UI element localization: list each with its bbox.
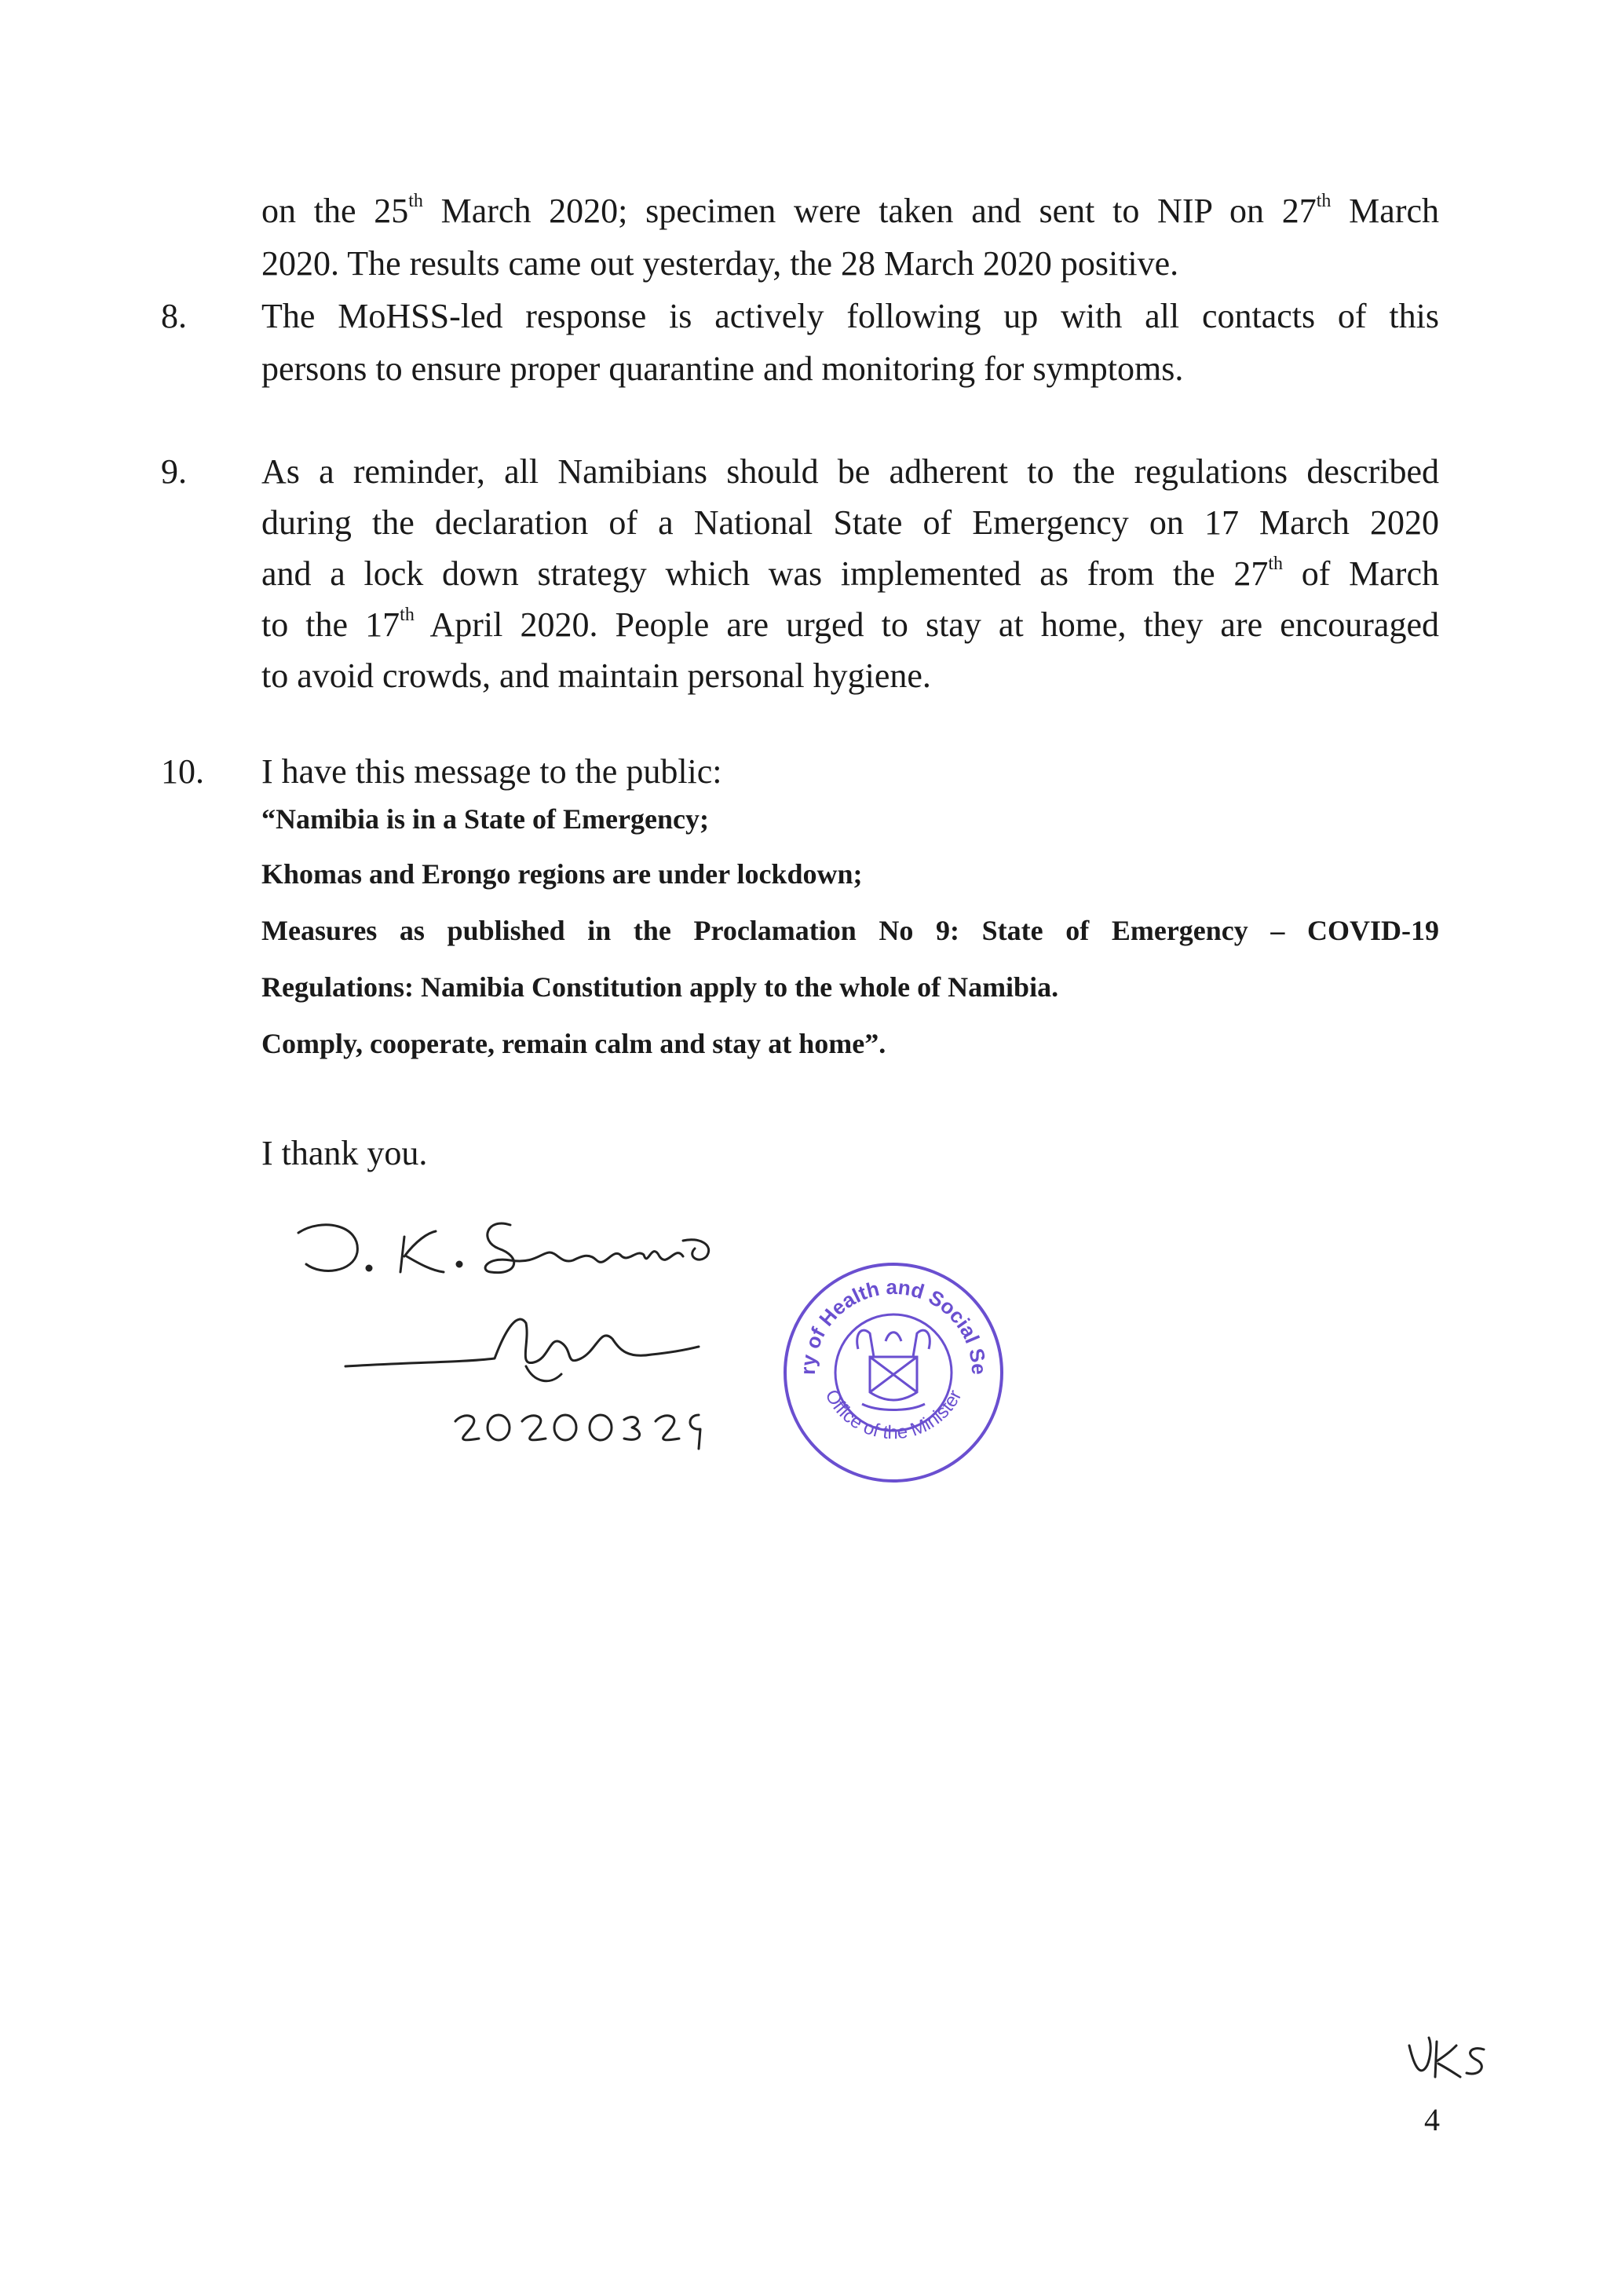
- para9-line4: to the 17th April 2020. People are urged to stay at home, they are encouraged: [261, 605, 1439, 644]
- para9-line2: during the declaration of a National State of Emergency on 17 March 2020: [261, 503, 1439, 542]
- para7-line1: on the 25th March 2020; specimen were taken and sent to NIP on 27th March: [261, 191, 1439, 230]
- para10-intro: I have this message to the public:: [261, 752, 722, 791]
- para8-number: 8.: [161, 297, 187, 335]
- para9-number: 9.: [161, 452, 187, 491]
- page-number: 4: [1424, 2102, 1440, 2137]
- para8-line2: persons to ensure proper quarantine and monitoring for symptoms.: [261, 349, 1184, 388]
- message-line-1: “Namibia is in a State of Emergency;: [261, 803, 709, 835]
- para10-number: 10.: [161, 752, 204, 791]
- ministry-stamp: [767, 1236, 1011, 1490]
- para9-line5: to avoid crowds, and maintain personal hygiene.: [261, 656, 931, 695]
- closing-text: I thank you.: [261, 1134, 428, 1172]
- para8-line1: The MoHSS-led response is actively following up with all contacts of this: [261, 297, 1439, 335]
- message-line-2: Khomas and Erongo regions are under lockdown;: [261, 858, 863, 890]
- message-line-4: Regulations: Namibia Constitution apply to the whole of Namibia.: [261, 971, 1059, 1003]
- coat-of-arms-icon: [857, 1330, 930, 1409]
- para7-line2: 2020. The results came out yesterday, the 28 March 2020 positive.: [261, 244, 1179, 283]
- message-line-3: Measures as published in the Proclamation No 9: State of Emergency – COVID-19: [261, 915, 1439, 946]
- handwritten-initials: [1405, 2034, 1492, 2089]
- para9-line1: As a reminder, all Namibians should be adherent to the regulations described: [261, 452, 1439, 491]
- stamp-bottom-text: Office of the Minister: [820, 1386, 966, 1444]
- stamp-top-text: Ministry of Health and Social Services: [767, 1236, 992, 1376]
- handwritten-signature: [290, 1209, 762, 1476]
- para9-line3: and a lock down strategy which was implemented as from the 27th of March: [261, 554, 1439, 593]
- message-line-5: Comply, cooperate, remain calm and stay at home”.: [261, 1028, 886, 1059]
